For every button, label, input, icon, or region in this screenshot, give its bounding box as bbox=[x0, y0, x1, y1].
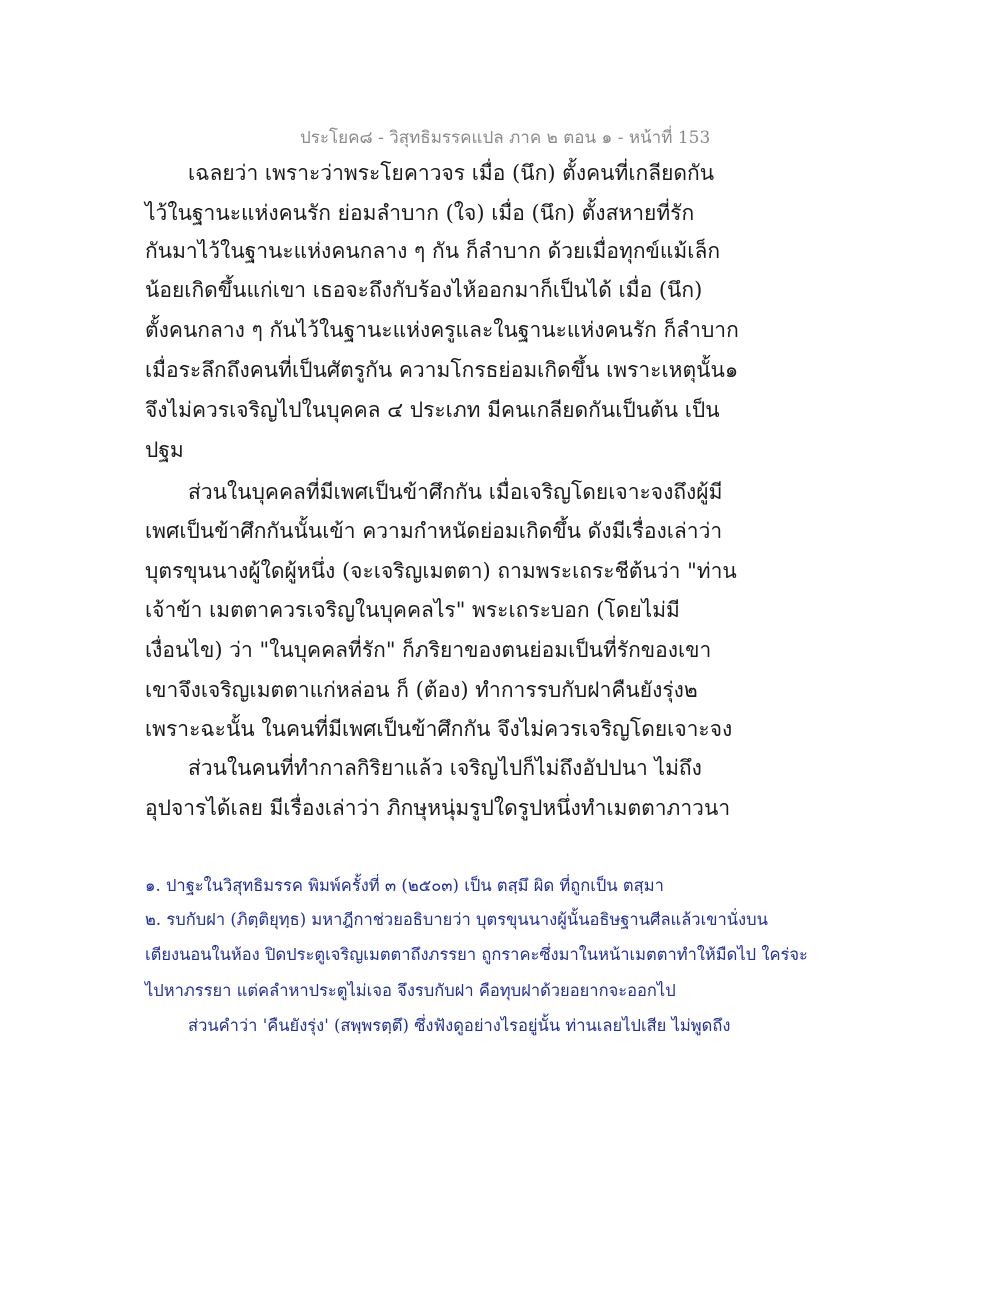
body-line: เพราะฉะนั้น ในคนที่มีเพศเป็นข้าศึกกัน จึงไม่ควรเจริญโดยเจาะจง bbox=[145, 717, 733, 741]
body-line: เพศเป็นข้าศึกกันนั้นเข้า ความกำหนัดย่อมเกิดขึ้น ดังมีเรื่องเล่าว่า bbox=[145, 519, 723, 543]
footnote-line: เตียงนอนในห้อง ปิดประตูเจริญเมตตาถึงภรรยา ถูกราคะซึ่งมาในหน้าเมตตาทำให้มืดไป ใคร่จะ bbox=[145, 945, 808, 964]
footnote-line: ๒. รบกับฝา (ภิตฺติยุทฺธ) มหาฎีกาช่วยอธิบายว่า บุตรขุนนางผู้นั้นอธิษฐานศีลแล้วเขานั่งบน bbox=[145, 910, 768, 929]
footnote-line: ๑. ปาฐะในวิสุทธิมรรค พิมพ์ครั้งที่ ๓ (๒๕๐๓) เป็น ตสฺมึ ผิด ที่ถูกเป็น ตสฺมา bbox=[145, 876, 664, 895]
body-line: ไว้ในฐานะแห่งคนรัก ย่อมลำบาก (ใจ) เมื่อ (นึก) ตั้งสหายที่รัก bbox=[145, 201, 695, 225]
body-line: บุตรขุนนางผู้ใดผู้หนึ่ง (จะเจริญเมตตา) ถามพระเถระชีต้นว่า "ท่าน bbox=[145, 559, 737, 583]
body-line: เฉลยว่า เพราะว่าพระโยคาวจร เมื่อ (นึก) ตั้งคนที่เกลียดกัน bbox=[188, 161, 715, 185]
body-line: เงื่อนไข) ว่า "ในบุคคลที่รัก" ก็ภริยาของตนย่อมเป็นที่รักของเขา bbox=[145, 638, 712, 662]
body-line: ส่วนในคนที่ทำกาลกิริยาแล้ว เจริญไปก็ไม่ถึงอัปปนา ไม่ถึง bbox=[188, 756, 702, 780]
body-line: ตั้งคนกลาง ๆ กันไว้ในฐานะแห่งครูและในฐานะแห่งคนรัก ก็ลำบาก bbox=[145, 318, 739, 342]
body-line: กันมาไว้ในฐานะแห่งคนกลาง ๆ กัน ก็ลำบาก ด้วยเมื่อทุกข์แม้เล็ก bbox=[145, 239, 721, 263]
body-line: ปฐม bbox=[145, 438, 184, 462]
body-line: อุปจารได้เลย มีเรื่องเล่าว่า ภิกษุหนุ่มรูปใดรูปหนึ่งทำเมตตาภาวนา bbox=[145, 796, 731, 820]
body-line: เขาจึงเจริญเมตตาแก่หล่อน ก็ (ต้อง) ทำการรบกับฝาคืนยังรุ่ง๒ bbox=[145, 678, 698, 702]
body-line: จึงไม่ควรเจริญไปในบุคคล ๔ ประเภท มีคนเกลียดกันเป็นต้น เป็น bbox=[145, 398, 720, 422]
footnote-line: ส่วนคำว่า 'คืนยังรุ่ง' (สพฺพรตฺตึ) ซึ่งฟังดูอย่างไรอยู่นั้น ท่านเลยไปเสีย ไม่พูดถึง bbox=[188, 1016, 731, 1035]
footnote-line: ไปหาภรรยา แต่คลำหาประตูไม่เจอ จึงรบกับฝา คือทุบฝาด้วยอยากจะออกไป bbox=[145, 981, 676, 1000]
body-line: เจ้าข้า เมตตาควรเจริญในบุคคลไร" พระเถระบอก (โดยไม่มี bbox=[145, 598, 680, 622]
body-line: น้อยเกิดขึ้นแก่เขา เธอจะถึงกับร้องไห้ออกมาก็เป็นได้ เมื่อ (นึก) bbox=[145, 278, 703, 302]
page-header: ประโยค๘ - วิสุทธิมรรคแปล ภาค ๒ ตอน ๑ - หน้าที่ 153 bbox=[300, 128, 711, 148]
body-line: ส่วนในบุคคลที่มีเพศเป็นข้าศึกกัน เมื่อเจริญโดยเจาะจงถึงผู้มี bbox=[188, 480, 723, 504]
body-line: เมื่อระลึกถึงคนที่เป็นศัตรูกัน ความโกรธย่อมเกิดขึ้น เพราะเหตุนั้น๑ bbox=[145, 358, 739, 382]
